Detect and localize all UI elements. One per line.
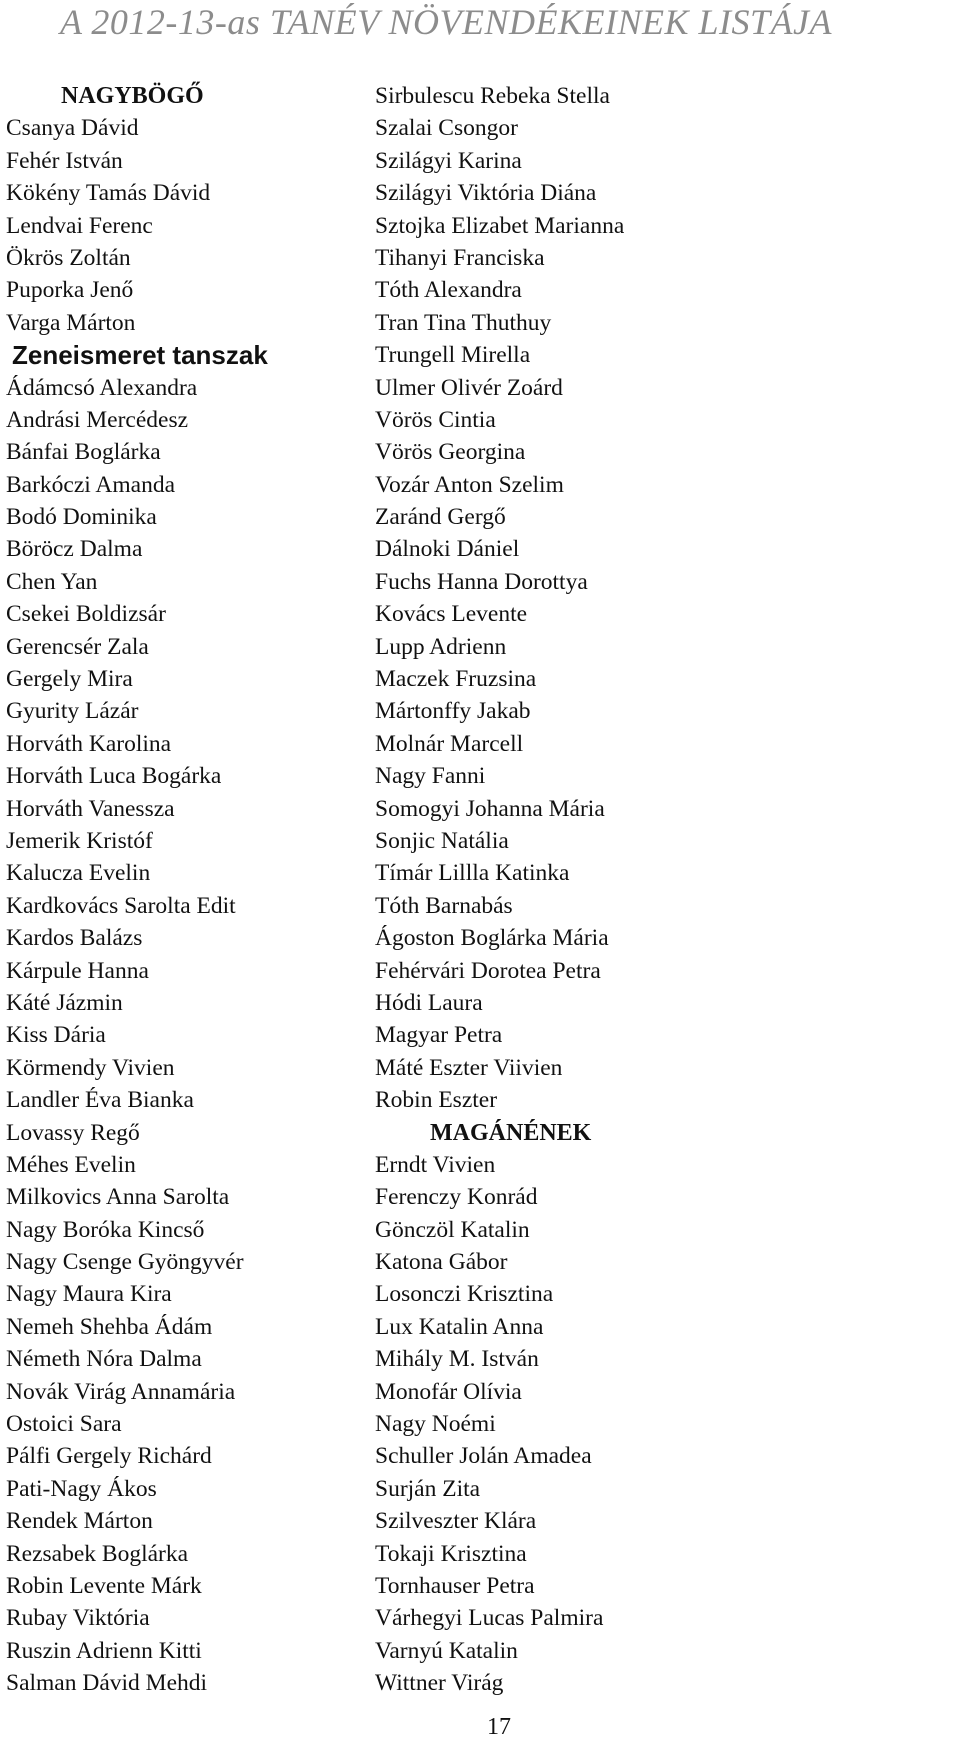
student-name: Surján Zita	[375, 1475, 481, 1502]
student-name: Nemeh Shehba Ádám	[6, 1313, 213, 1340]
student-name: Dálnoki Dániel	[375, 536, 520, 563]
student-name: Jemerik Kristóf	[6, 827, 153, 854]
student-name: Pati-Nagy Ákos	[6, 1475, 157, 1502]
student-name: Lupp Adrienn	[375, 633, 507, 660]
student-name: Varnyú Katalin	[375, 1637, 518, 1664]
student-name: Erndt Vivien	[375, 1151, 496, 1178]
page-title: A 2012-13-as TANÉV NÖVENDÉKEINEK LISTÁJA	[60, 2, 832, 42]
student-name: Szilveszter Klára	[375, 1508, 537, 1535]
student-name: Fehérvári Dorotea Petra	[375, 957, 601, 984]
student-name: Lendvai Ferenc	[6, 212, 153, 239]
student-name: Horváth Vanessza	[6, 795, 175, 822]
student-name: Milkovics Anna Sarolta	[6, 1184, 230, 1211]
student-name: Szilágyi Viktória Diána	[375, 180, 597, 207]
student-name: Körmendy Vivien	[6, 1054, 175, 1081]
student-name: Kardos Balázs	[6, 925, 143, 952]
student-name: Rubay Viktória	[6, 1605, 150, 1632]
student-name: Tornhauser Petra	[375, 1572, 535, 1599]
student-name: Tihanyi Franciska	[375, 244, 545, 271]
student-name: Horváth Luca Bogárka	[6, 763, 222, 790]
student-name: Ádámcsó Alexandra	[6, 374, 198, 401]
student-name: Bánfai Boglárka	[6, 439, 161, 466]
student-name: Ökrös Zoltán	[6, 244, 131, 271]
student-name: Varga Márton	[6, 309, 136, 336]
student-name: Nagy Maura Kira	[6, 1281, 172, 1308]
student-name: Mártonffy Jakab	[375, 698, 531, 725]
student-name: Lovassy Regő	[6, 1119, 140, 1146]
student-name: Puporka Jenő	[6, 277, 134, 304]
section-heading: MAGÁNÉNEK	[430, 1119, 592, 1146]
student-name: Gerencsér Zala	[6, 633, 149, 660]
student-name: Vozár Anton Szelim	[375, 471, 564, 498]
student-name: Sirbulescu Rebeka Stella	[375, 83, 610, 109]
student-name: Sonjic Natália	[375, 827, 509, 854]
left-column	[6, 80, 366, 1700]
student-name: Csanya Dávid	[6, 115, 139, 142]
student-name: Ferenczy Konrád	[375, 1184, 538, 1211]
student-name: Tran Tina Thuthuy	[375, 309, 552, 336]
student-name: Monofár Olívia	[375, 1378, 522, 1405]
student-name: Magyar Petra	[375, 1022, 503, 1049]
student-name: Vörös Georgina	[375, 439, 526, 466]
student-name: Andrási Mercédesz	[6, 406, 189, 433]
student-name: Nagy Csenge Gyöngyvér	[6, 1249, 244, 1276]
student-name: Ulmer Olivér Zoárd	[375, 374, 563, 401]
student-name: Gönczöl Katalin	[375, 1216, 530, 1243]
student-name: Ostoici Sara	[6, 1411, 122, 1438]
student-name: Fuchs Hanna Dorottya	[375, 568, 588, 595]
student-name: Molnár Marcell	[375, 730, 524, 757]
student-name: Kökény Tamás Dávid	[6, 180, 211, 207]
student-name: Chen Yan	[6, 568, 98, 595]
student-name: Losonczi Krisztina	[375, 1281, 554, 1308]
student-name: Tokaji Krisztina	[375, 1540, 527, 1567]
student-name: Ruszin Adrienn Kitti	[6, 1637, 202, 1664]
student-name: Katona Gábor	[375, 1249, 508, 1276]
student-name: Németh Nóra Dalma	[6, 1346, 202, 1373]
student-name: Gyurity Lázár	[6, 698, 139, 725]
student-name: Bodó Dominika	[6, 504, 157, 531]
student-name: Kárpule Hanna	[6, 957, 149, 984]
student-name: Ágoston Boglárka Mária	[375, 925, 609, 952]
student-name: Nagy Noémi	[375, 1411, 496, 1438]
student-name: Szalai Csongor	[375, 115, 518, 142]
student-name: Kardkovács Sarolta Edit	[6, 892, 236, 919]
student-name: Kiss Dária	[6, 1022, 106, 1049]
student-name: Salman Dávid Mehdi	[6, 1670, 208, 1697]
student-name: Kovács Levente	[375, 601, 528, 628]
student-name: Zaránd Gergő	[375, 504, 506, 531]
student-name: Landler Éva Bianka	[6, 1087, 194, 1114]
student-name: Tóth Alexandra	[375, 277, 522, 304]
student-name: Mihály M. István	[375, 1346, 539, 1373]
student-name: Rezsabek Boglárka	[6, 1540, 189, 1567]
student-name: Várhegyi Lucas Palmira	[375, 1605, 604, 1632]
student-name: Schuller Jolán Amadea	[375, 1443, 592, 1470]
student-name: Rendek Márton	[6, 1508, 153, 1535]
student-name: Nagy Fanni	[375, 763, 486, 790]
student-name: Méhes Evelin	[6, 1151, 136, 1178]
student-name: Káté Jázmin	[6, 989, 123, 1016]
student-name: Máté Eszter Viivien	[375, 1054, 563, 1081]
page-number: 17	[487, 1714, 511, 1740]
student-name: Maczek Fruzsina	[375, 666, 537, 693]
student-name: Robin Eszter	[375, 1087, 498, 1114]
student-name: Böröcz Dalma	[6, 536, 143, 563]
student-name: Szilágyi Karina	[375, 147, 522, 174]
student-name: Wittner Virág	[375, 1670, 504, 1697]
student-name: Novák Virág Annamária	[6, 1378, 236, 1405]
student-name: Somogyi Johanna Mária	[375, 795, 605, 822]
student-name: Csekei Boldizsár	[6, 601, 166, 628]
section-heading: NAGYBÖGŐ	[61, 83, 204, 109]
student-name: Kalucza Evelin	[6, 860, 151, 887]
student-name: Gergely Mira	[6, 666, 133, 693]
student-name: Hódi Laura	[375, 989, 483, 1016]
student-name: Tóth Barnabás	[375, 892, 513, 919]
student-name: Fehér István	[6, 147, 123, 174]
student-name: Nagy Boróka Kincső	[6, 1216, 205, 1243]
student-name: Pálfi Gergely Richárd	[6, 1443, 212, 1470]
student-name: Horváth Karolina	[6, 730, 172, 757]
student-name: Lux Katalin Anna	[375, 1313, 544, 1340]
student-name: Vörös Cintia	[375, 406, 496, 433]
right-column	[375, 80, 935, 1700]
student-name: Barkóczi Amanda	[6, 471, 176, 498]
student-name: Sztojka Elizabet Marianna	[375, 212, 625, 239]
section-heading: Zeneismeret tanszak	[12, 340, 268, 371]
student-name: Tímár Lillla Katinka	[375, 860, 570, 887]
student-name: Trungell Mirella	[375, 342, 531, 369]
student-name: Robin Levente Márk	[6, 1572, 202, 1599]
